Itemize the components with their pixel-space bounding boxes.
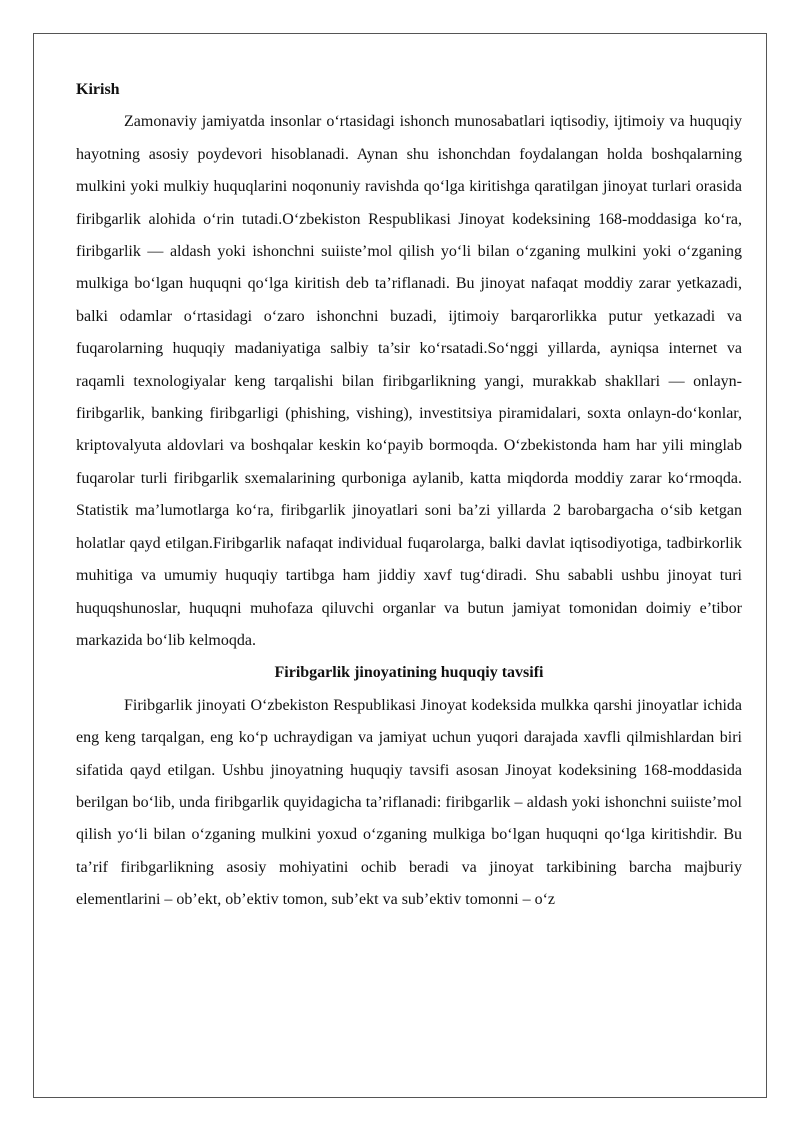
section-heading-introduction: Kirish: [76, 81, 120, 98]
introduction-paragraph: Zamonaviy jamiyatda insonlar o‘rtasidagi ishonch munosabatlari iqtisodiy, ijtimoiy va huquqiy hayotning asosiy poydevori hisoblanadi. Aynan shu ishonchdan foydalangan holda boshqalarning mulkini yoki mulkiy huquqlarini noqonuniy ravishda qo‘lga kiritishga qaratilgan jinoyat turlari orasida firibgarlik alohida o‘rin tutadi.O‘zbekiston Respublikasi Jinoyat kodeksining 168-moddasiga ko‘ra, firibgarlik — aldash yoki ishonchni suiiste’mol qilish yo‘li bilan o‘zganing mulkini yoki o‘zganing mulkiga bo‘lgan huquqni qo‘lga kiritish deb ta’riflanadi. Bu jinoyat nafaqat moddiy zarar yetkazadi, balki odamlar o‘rtasidagi o‘zaro ishonchni buzadi, ijtimoiy barqarorlikka putur yetkazadi va fuqarolarning huquqiy madaniyatiga salbiy ta’sir ko‘rsatadi.So‘nggi yillarda, ayniqsa internet va raqamli texnologiyalar keng tarqalishi bilan firibgarlikning yangi, murakkab shakllari — onlayn-firibgarlik, banking firibgarligi (phishing, vishing), investitsiya piramidalari, soxta onlayn-do‘konlar, kriptovalyuta aldovlari va boshqalar keskin ko‘payib bormoqda. O‘zbekistonda ham har yili minglab fuqarolar turli firibgarlik sxemalarining qurboniga aylanib, katta miqdorda moddiy zarar ko‘rmoqda. Statistik ma’lumotlarga ko‘ra, firibgarlik jinoyatlari soni ba’zi yillarda 2 barobargacha o‘sib ketgan holatlar qayd etilgan.Firibgarlik nafaqat individual fuqarolarga, balki davlat iqtisodiyotiga, tadbirkorlik muhitiga va umumiy huquqiy tartibga ham jiddiy xavf tug‘diradi. Shu sababli ushbu jinoyat turi huquqshunoslar, huquqni muhofaza qiluvchi organlar va butun jamiyat tomonidan doimiy e’tibor markazida bo‘lib kelmoqda.: [76, 113, 742, 649]
section-heading-legal-description: Firibgarlik jinoyatining huquqiy tavsifi: [274, 664, 544, 682]
document-body: [76, 74, 742, 917]
legal-description-paragraph: Firibgarlik jinoyati O‘zbekiston Respublikasi Jinoyat kodeksida mulkka qarshi jinoyatlar ichida eng keng tarqalgan, eng ko‘p uchraydigan va jamiyat uchun yuqori darajada xavfli qilmishlardan biri sifatida qayd etilgan. Ushbu jinoyatning huquqiy tavsifi asosan Jinoyat kodeksining 168-moddasida berilgan bo‘lib, unda firibgarlik quyidagicha ta’riflanadi: firibgarlik – aldash yoki ishonchni suiiste’mol qilish yo‘li bilan o‘zganing mulkini yoxud o‘zganing mulkiga bo‘lgan huquqni qo‘lga kiritishdir. Bu ta’rif firibgarlikning asosiy mohiyatini ochib beradi va jinoyat tarkibining barcha majburiy elementlarini – ob’ekt, ob’ektiv tomon, sub’ekt va sub’ektiv tomonni – o‘z: [76, 696, 742, 909]
